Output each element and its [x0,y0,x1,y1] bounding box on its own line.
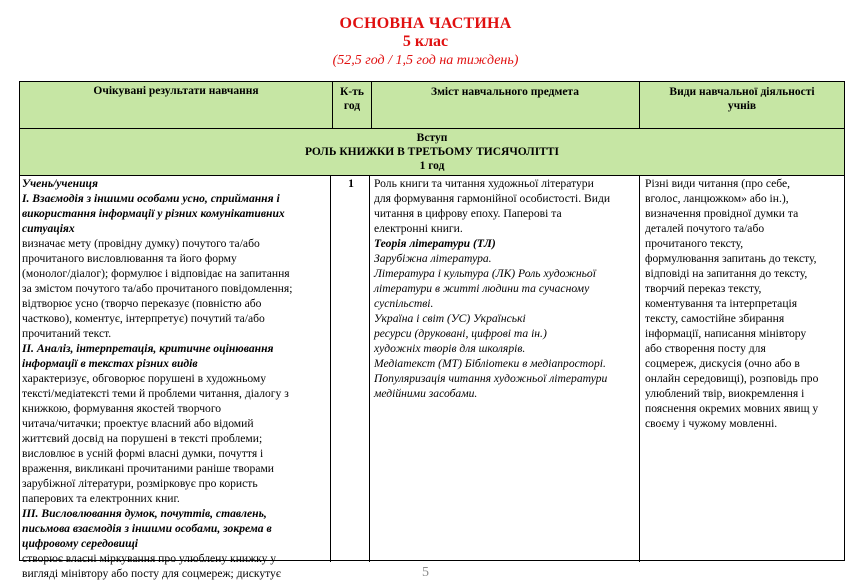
activities-cell [643,176,843,562]
outcome-line: паперових та електронних книг. [22,492,180,505]
outcome-line: читача/читачки; проектує власний або відомий [22,417,254,430]
content-line: медійними засобами. [374,387,478,400]
outcome-line: інформації в текстах різних видів [22,357,198,370]
content-line: електронні книги. [374,222,463,235]
content-line: читання в цифрову епоху. Паперові та [374,207,562,220]
outcome-line: враження, викликані прочитаними раніше творами [22,462,275,475]
activity-line: коментування та інтерпретація [645,297,798,310]
content-line: ресурси (друковані, цифрові та ін.) [374,327,547,340]
activity-line: своєму і чужому мовленні. [645,417,778,430]
content-line: Роль книги та читання художньої літератури [374,177,594,190]
content-line: художніх творів для школярів. [374,342,526,355]
intro-topic-title: РОЛЬ КНИЖКИ В ТРЕТЬОМУ ТИСЯЧОЛІТТІ [304,146,560,158]
content-line: Україна і світ (УС) Українські [374,312,526,325]
activity-line: деталей почутого та/або [645,222,765,235]
outcome-line: за змістом почутого та/або прочитаного повідомлення; [22,282,293,295]
activity-line: соцмереж, дискусія (очно або в [645,357,800,370]
content-line: Література і культура (ЛК) Роль художньої [374,267,596,280]
divider [332,82,333,128]
outcome-line: висловлює в усній формі власні думки, почуття і [22,447,264,460]
outcome-line: прочитаний текст. [22,327,112,340]
content-line: для формування гармонійної особистості. Види [374,192,611,205]
activity-line: творчий переказ тексту, [645,282,762,295]
activity-line: пояснення окремих мовних явищ у [645,402,819,415]
divider [371,82,372,128]
col-header-outcomes: Очікувані результати навчання [93,85,259,97]
col-header-content: Зміст навчального предмета [431,86,579,98]
grade-title: 5 клас [402,33,449,50]
outcome-line: визначає мету (провідну думку) почутого та/або [22,237,260,250]
outcome-line: І. Взаємодія з іншими особами усно, сприймання і [22,192,280,205]
activity-line: онлайн середовищі), розповідь про [645,372,819,385]
activity-line: або створення посту для [645,342,766,355]
outcome-line: письмова взаємодія з іншими особами, зокрема в [22,522,272,535]
divider [330,176,331,562]
outcome-line: прочитаного висловлювання та його форму [22,252,237,265]
activity-line: формулювання запитань до тексту, [645,252,817,265]
hours-cell [332,176,370,562]
outcome-line: (монолог/діалог); формулює і відповідає на запитання [22,267,290,280]
content-line: літератури в житті людини та сучасному [374,282,590,295]
outcome-line: Учень/учениця [22,177,98,190]
activity-line: прочитаного тексту, [645,237,744,250]
outcome-line: цифровому середовищі [22,537,139,550]
curriculum-table [19,81,845,580]
outcome-line: зарубіжної літератури, розмірковує про користь [22,477,258,490]
activity-line: вголос, ланцюжком» або ін.), [645,192,789,205]
activity-line: відповіді на запитання до тексту, [645,267,808,280]
outcomes-cell [22,176,330,580]
outcome-line: ІІІ. Висловлювання думок, почуттів, ставлень, [22,507,267,520]
hours-value: 1 [348,177,354,190]
outcome-line: частково), коментує, інтерпретує) почутий та/або [22,312,265,325]
outcome-line: відтворює усно (творчо переказує (повністю або [22,297,262,310]
outcome-line: ситуаціях [22,222,75,235]
content-line: Популяризація читання художньої літератури [374,372,608,385]
content-line: суспільстві. [374,297,434,310]
content-line: Медіатекст (МТ) Бібліотеки в медіапросторі. [374,357,606,370]
table-row [20,176,844,580]
page-number: 5 [422,565,429,580]
outcome-line: використання інформації у різних комунікативних [22,207,285,220]
divider [639,82,640,128]
outcome-line: тексті/медіатексті теми й проблеми читання, діалогу з [22,387,289,400]
outcome-line: створює власні міркування про улюблену книжку у [22,552,277,565]
outcome-line: характеризує, обговорює порушені в художньому [22,372,267,385]
activity-line: Різні види читання (про себе, [645,177,791,190]
col-header-activities: Види навчальної діяльності учнів [669,86,815,112]
divider [639,176,640,562]
activity-line: тексту, самостійне збирання [645,312,785,325]
content-line: Теорія літератури (ТЛ) [374,237,496,250]
hours-subtitle: (52,5 год / 1,5 год на тиждень) [332,53,519,68]
table-header-row [20,82,844,129]
intro-label: Вступ [416,132,448,144]
col-header-hours: К-ть год [340,86,364,112]
content-line: Зарубіжна література. [374,252,492,265]
outcome-line: ІІ. Аналіз, інтерпретація, критичне оцінювання [22,342,274,355]
intro-section-row [20,129,844,176]
outcome-line: життєвий досвід на порушені в тексті проблеми; [22,432,263,445]
section-title: ОСНОВНА ЧАСТИНА [339,15,512,32]
activity-line: визначення провідної думки та [645,207,799,220]
outcome-line: книжкою, формування якостей творчого [22,402,222,415]
intro-hours: 1 год [419,160,445,172]
content-cell [372,176,636,562]
outcome-line: вигляді мінівтору або посту для соцмереж; дискутує [22,567,281,580]
activity-line: інформації, написання мінівтору [645,327,807,340]
activity-line: улюблений твір, виокремлення і [645,387,805,400]
